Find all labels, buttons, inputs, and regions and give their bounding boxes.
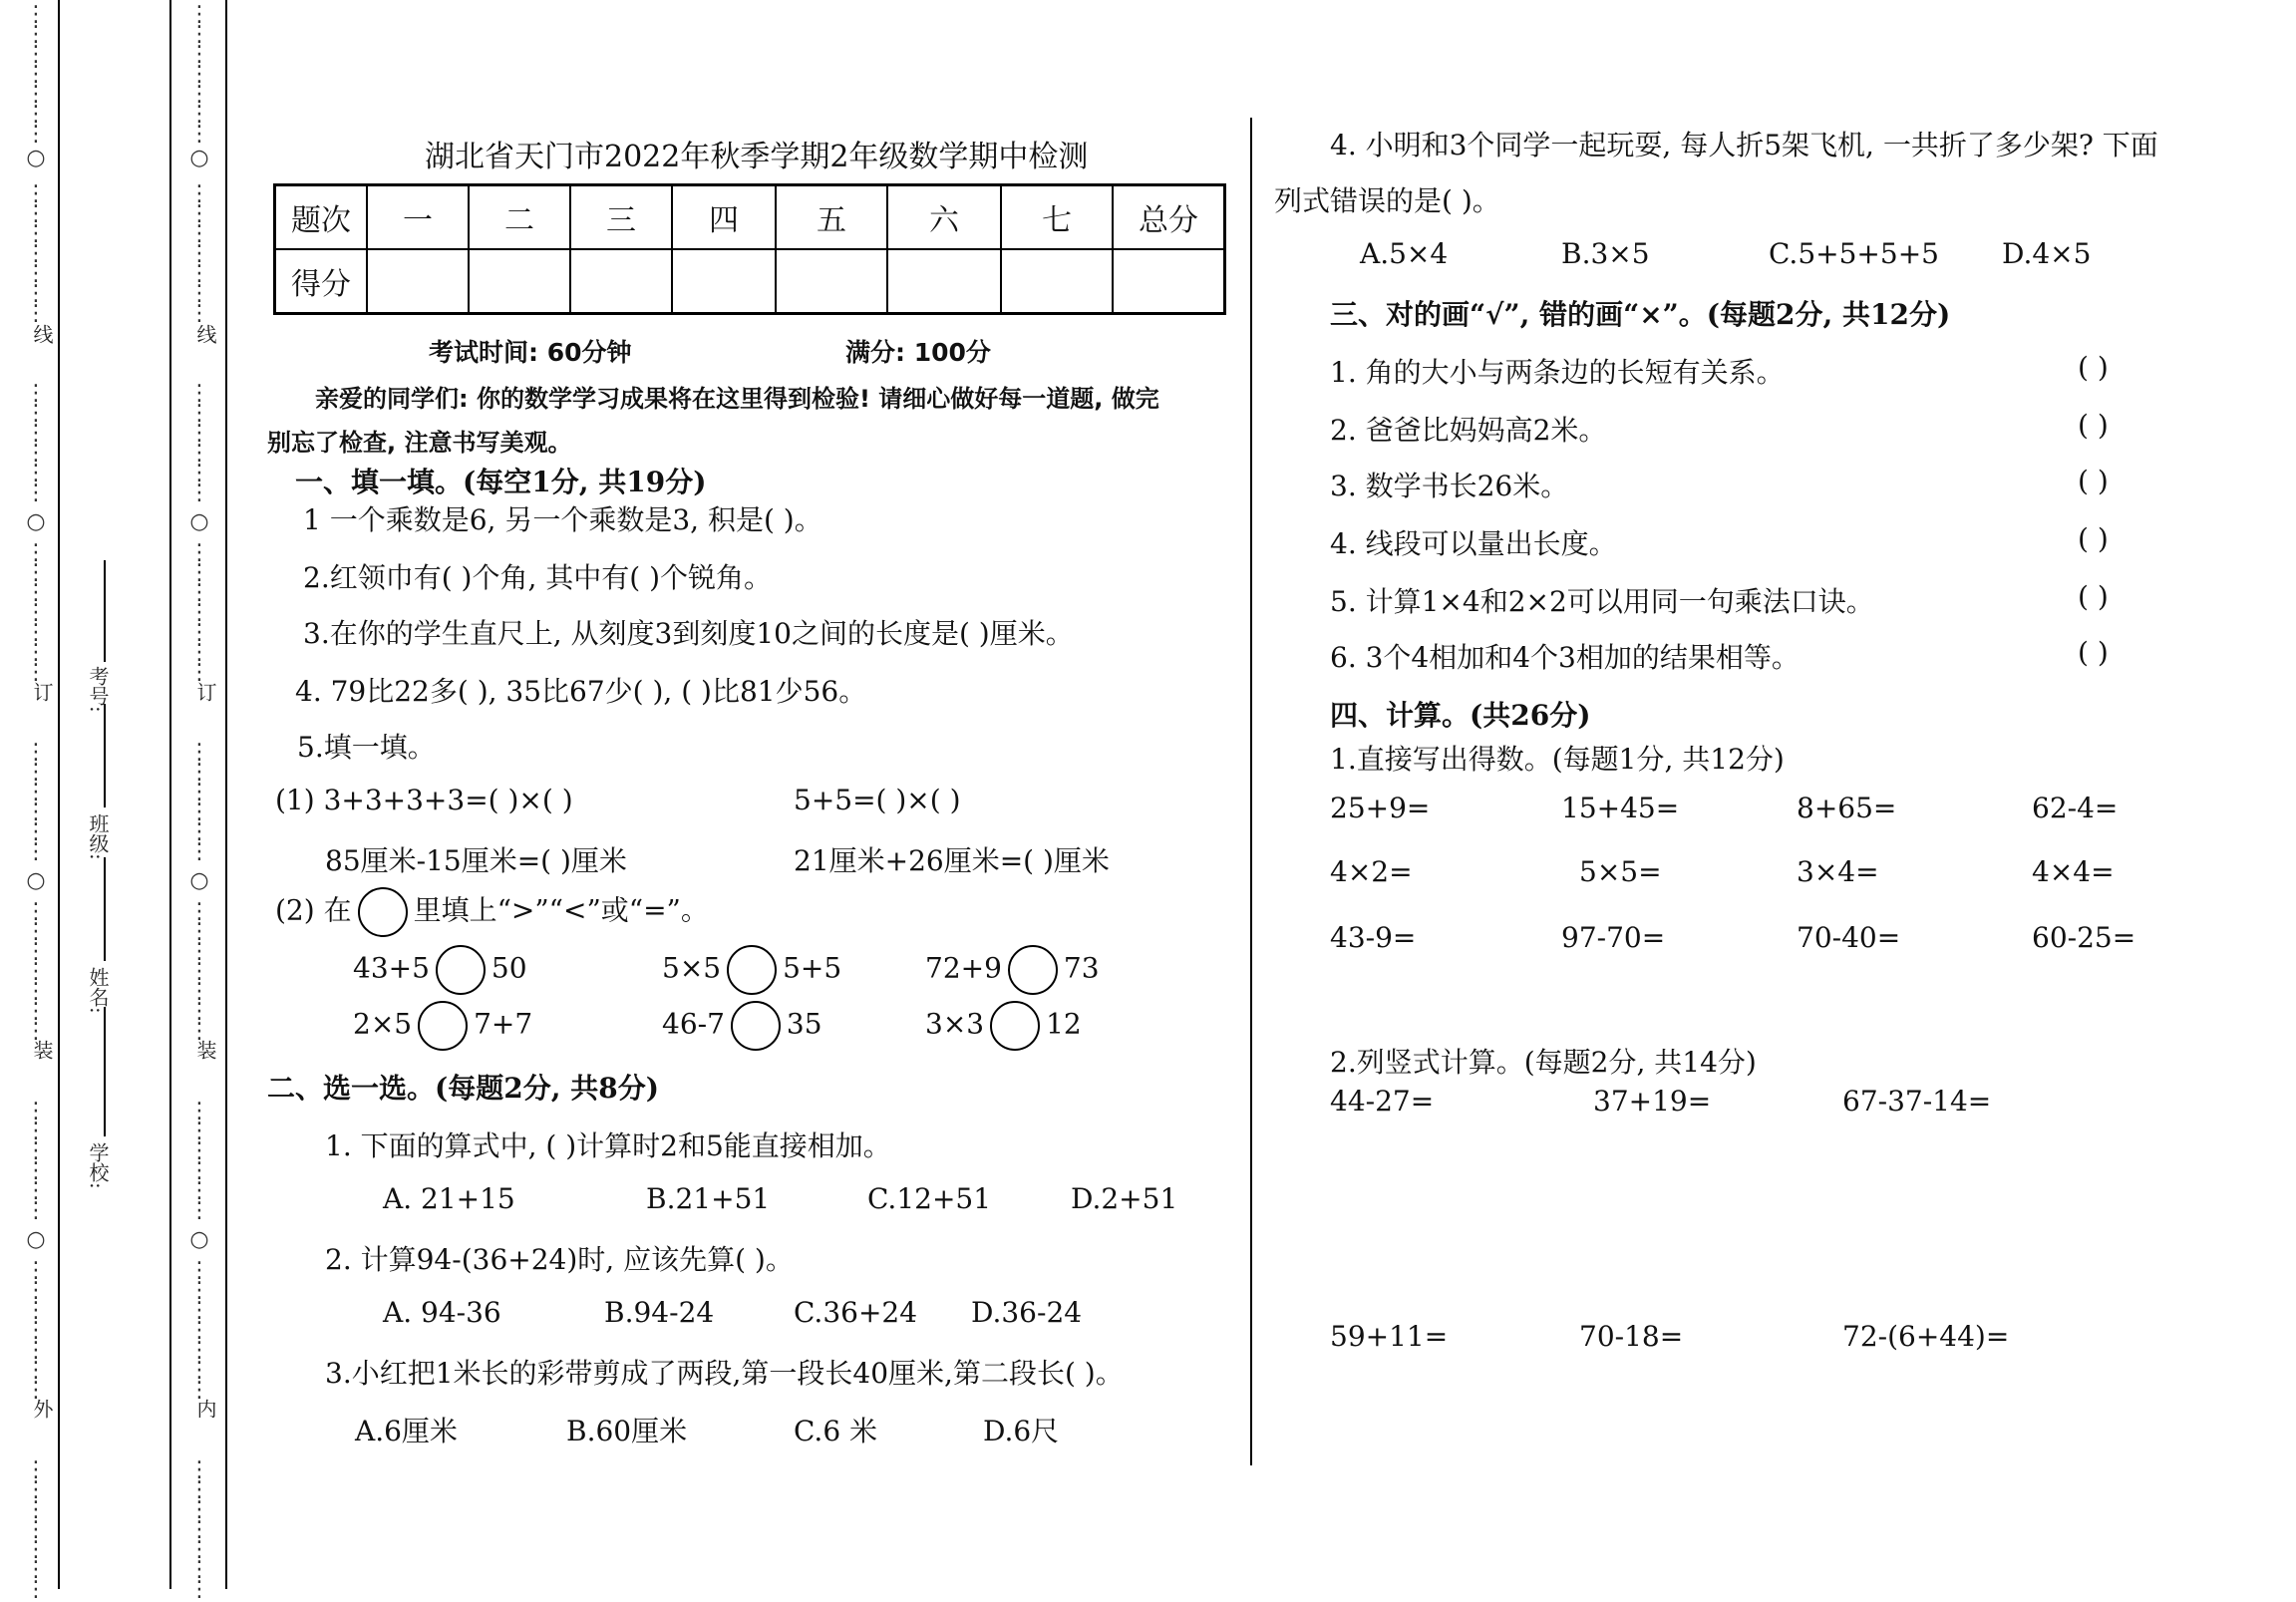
field-exam-number: 考号: xyxy=(86,666,110,713)
direct-calc: 43-9= xyxy=(1330,921,1417,954)
dot-mark: ⋮ xyxy=(25,660,47,685)
compare-left: 46-7 xyxy=(662,1007,725,1041)
inner-label-ding: 订 xyxy=(193,682,217,702)
dot-mark: ⋮ xyxy=(188,1338,210,1363)
score-table xyxy=(273,183,1226,315)
dot-mark: ⋮ xyxy=(25,42,47,67)
dot-mark: ⋮ xyxy=(25,62,47,87)
compare-left: 3×3 xyxy=(925,1007,985,1041)
dot-mark: ⋮ xyxy=(188,122,210,147)
s2-q3-option[interactable]: C.6 米 xyxy=(794,1415,878,1447)
s2-q4-line1: 4. 小明和3个同学一起玩耍, 每人折5架飞机, 一共折了多少架? 下面 xyxy=(1330,129,2158,161)
dot-mark: ⋮ xyxy=(25,122,47,147)
dot-mark: ⋮ xyxy=(188,481,210,505)
s2-q2-option[interactable]: C.36+24 xyxy=(794,1296,918,1329)
dot-mark: ⋮ xyxy=(25,1358,47,1383)
s2-q1-option[interactable]: D.2+51 xyxy=(1071,1182,1178,1215)
dot-mark: ⋮ xyxy=(25,102,47,127)
s3-answer-bracket[interactable]: ( ) xyxy=(2078,409,2109,442)
dot-mark: ⋮ xyxy=(25,381,47,406)
dot-mark: ⋮ xyxy=(25,1477,47,1502)
s2-q4-line2: 列式错误的是( )。 xyxy=(1274,184,1500,217)
s2-q2-option[interactable]: D.36-24 xyxy=(971,1296,1083,1329)
score-header-cell: 总分 xyxy=(1113,185,1225,250)
s3-item: 6. 3个4相加和4个3相加的结果相等。 xyxy=(1330,641,1800,674)
dot-mark: ⋮ xyxy=(188,1318,210,1343)
s1-q5-1d: 21厘米+26厘米=( )厘米 xyxy=(794,844,1110,877)
compare-circle[interactable] xyxy=(731,1001,781,1051)
s2-q4-option[interactable]: A.5×4 xyxy=(1360,237,1449,270)
dot-mark: ⋮ xyxy=(188,1358,210,1383)
dot-mark: ⋮ xyxy=(25,461,47,485)
s3-item: 3. 数学书长26米。 xyxy=(1330,470,1569,502)
compare-left: 5×5 xyxy=(662,951,722,985)
dot-mark: ⋮ xyxy=(25,959,47,984)
vertical-calc: 59+11= xyxy=(1330,1320,1449,1353)
compare-left: 72+9 xyxy=(925,951,1002,985)
dot-mark: ⋮ xyxy=(188,740,210,765)
compare-right: 12 xyxy=(1046,1007,1082,1041)
dot-mark: ⋮ xyxy=(25,221,47,246)
dot-mark: ⋮ xyxy=(188,800,210,824)
dot-mark: ⋮ xyxy=(25,819,47,844)
score-input-cell[interactable] xyxy=(570,249,672,314)
score-input-cell[interactable] xyxy=(367,249,469,314)
margin-line-inner xyxy=(169,0,171,1589)
dot-mark: ⋮ xyxy=(25,82,47,107)
section4-heading: 四、计算。(共26分) xyxy=(1330,699,1591,732)
circle-mark: ○ xyxy=(189,1227,209,1252)
s2-q2-option[interactable]: A. 94-36 xyxy=(383,1296,501,1329)
dot-mark: ⋮ xyxy=(188,421,210,446)
dot-mark: ⋮ xyxy=(188,1477,210,1502)
field-class-line[interactable] xyxy=(104,704,106,807)
circle-mark: ○ xyxy=(189,509,209,534)
direct-calc: 15+45= xyxy=(1561,792,1680,824)
score-input-cell[interactable] xyxy=(1113,249,1225,314)
dot-mark: ⋮ xyxy=(188,600,210,625)
dot-mark: ⋮ xyxy=(25,540,47,565)
compare-item xyxy=(925,1001,1082,1051)
intro-line-2: 别忘了检查, 注意书写美观。 xyxy=(267,429,572,457)
circle-mark: ○ xyxy=(189,868,209,893)
dot-mark: ⋮ xyxy=(25,999,47,1024)
dot-mark: ⋮ xyxy=(188,760,210,785)
compare-circle[interactable] xyxy=(418,1001,468,1051)
compare-item xyxy=(353,945,527,995)
dot-mark: ⋮ xyxy=(188,959,210,984)
compare-item xyxy=(925,945,1100,995)
score-input-cell[interactable] xyxy=(1001,249,1113,314)
dot-mark: ⋮ xyxy=(188,1298,210,1323)
compare-right: 73 xyxy=(1063,951,1100,985)
dot-mark: ⋮ xyxy=(188,899,210,924)
direct-calc: 62-4= xyxy=(2032,792,2119,824)
page-title: 湖北省天门市2022年秋季学期2年级数学期中检测 xyxy=(425,140,1089,174)
dot-mark: ⋮ xyxy=(188,999,210,1024)
dot-mark: ⋮ xyxy=(25,620,47,645)
dot-mark: ⋮ xyxy=(25,1019,47,1044)
s1-q5-2-suffix: 里填上“>”“<”或“=”。 xyxy=(413,893,709,927)
s2-q2-option[interactable]: B.94-24 xyxy=(604,1296,715,1329)
compare-circle[interactable] xyxy=(436,945,486,995)
dot-mark: ⋮ xyxy=(188,919,210,944)
compare-right: 50 xyxy=(491,951,527,985)
dot-mark: ⋮ xyxy=(25,899,47,924)
dot-mark: ⋮ xyxy=(188,1138,210,1163)
circle-mark: ○ xyxy=(26,146,46,170)
dot-mark: ⋮ xyxy=(25,1338,47,1363)
compare-left: 43+5 xyxy=(353,951,430,985)
compare-item xyxy=(662,945,841,995)
inner-label-xian: 线 xyxy=(193,324,217,344)
dot-mark: ⋮ xyxy=(25,22,47,47)
dot-mark: ⋮ xyxy=(25,760,47,785)
dot-mark: ⋮ xyxy=(25,261,47,286)
dot-mark: ⋮ xyxy=(25,2,47,27)
dot-mark: ⋮ xyxy=(188,839,210,864)
outer-label-ding: 订 xyxy=(30,682,54,702)
dot-mark: ⋮ xyxy=(25,441,47,466)
s4-sub1: 1.直接写出得数。(每题1分, 共12分) xyxy=(1330,743,1785,776)
score-input-cell[interactable] xyxy=(672,249,776,314)
s2-q1-option[interactable]: C.12+51 xyxy=(867,1182,992,1215)
dot-mark: ⋮ xyxy=(25,1278,47,1303)
dotted-cut-line-outer xyxy=(22,0,50,1602)
s2-q3-option[interactable]: A.6厘米 xyxy=(355,1415,458,1447)
exam-time: 考试时间: 60分钟 xyxy=(429,338,632,367)
dot-mark: ⋮ xyxy=(25,839,47,864)
direct-calc: 5×5= xyxy=(1579,855,1662,888)
s3-answer-bracket[interactable]: ( ) xyxy=(2078,636,2109,669)
field-school-line[interactable] xyxy=(104,1007,106,1136)
s3-answer-bracket[interactable]: ( ) xyxy=(2078,465,2109,497)
margin-line-outer xyxy=(58,0,60,1589)
circle-mark: ○ xyxy=(189,146,209,170)
s1-q5-1c: 85厘米-15厘米=( )厘米 xyxy=(325,844,627,877)
dot-mark: ⋮ xyxy=(25,560,47,585)
dot-mark: ⋮ xyxy=(188,819,210,844)
vertical-calc: 37+19= xyxy=(1593,1085,1712,1118)
compare-circle[interactable] xyxy=(1008,945,1058,995)
full-score: 满分: 100分 xyxy=(845,338,991,367)
s4-sub2: 2.列竖式计算。(每题2分, 共14分) xyxy=(1330,1046,1757,1079)
s2-q1-option[interactable]: B.21+51 xyxy=(646,1182,771,1215)
dot-mark: ⋮ xyxy=(25,1577,47,1602)
s1-q5-2 xyxy=(275,887,709,937)
score-header-cell: 二 xyxy=(469,185,570,250)
s1-q5-1b: 5+5=( )×( ) xyxy=(794,784,961,816)
dot-mark: ⋮ xyxy=(188,42,210,67)
field-name-line[interactable] xyxy=(104,857,106,961)
dot-mark: ⋮ xyxy=(188,780,210,804)
score-header-cell: 三 xyxy=(570,185,672,250)
dot-mark: ⋮ xyxy=(25,740,47,765)
dot-mark: ⋮ xyxy=(25,919,47,944)
compare-right: 35 xyxy=(786,1007,822,1041)
dot-mark: ⋮ xyxy=(188,1278,210,1303)
s2-q4-option[interactable]: C.5+5+5+5 xyxy=(1769,237,1939,270)
dot-mark: ⋮ xyxy=(188,979,210,1004)
outer-label-xian: 线 xyxy=(30,324,54,344)
dot-mark: ⋮ xyxy=(25,401,47,426)
dot-mark: ⋮ xyxy=(25,281,47,306)
dot-mark: ⋮ xyxy=(25,979,47,1004)
vertical-calc: 44-27= xyxy=(1330,1085,1435,1118)
dot-mark: ⋮ xyxy=(188,401,210,426)
dot-mark: ⋮ xyxy=(188,381,210,406)
dot-mark: ⋮ xyxy=(188,1099,210,1123)
score-header-cell: 四 xyxy=(672,185,776,250)
dotted-cut-line-inner xyxy=(185,0,213,1602)
dot-mark: ⋮ xyxy=(188,461,210,485)
dot-mark: ⋮ xyxy=(188,201,210,226)
compare-item xyxy=(662,1001,822,1051)
dot-mark: ⋮ xyxy=(188,620,210,645)
s3-item: 4. 线段可以量出长度。 xyxy=(1330,527,1617,560)
dot-mark: ⋮ xyxy=(25,181,47,206)
dot-mark: ⋮ xyxy=(25,1298,47,1323)
outer-label-wai: 外 xyxy=(30,1399,54,1419)
dot-mark: ⋮ xyxy=(25,640,47,665)
s3-item: 5. 计算1×4和2×2可以用同一句乘法口诀。 xyxy=(1330,585,1874,618)
inner-label-zhuang: 装 xyxy=(193,1040,217,1060)
inner-label-nei: 内 xyxy=(193,1399,217,1419)
dot-mark: ⋮ xyxy=(188,241,210,266)
dot-mark: ⋮ xyxy=(188,560,210,585)
dot-mark: ⋮ xyxy=(25,421,47,446)
direct-calc: 60-25= xyxy=(2032,921,2136,954)
dot-mark: ⋮ xyxy=(25,1457,47,1482)
s1-q3: 3.在你的学生直尺上, 从刻度3到刻度10之间的长度是( )厘米。 xyxy=(303,617,1074,650)
dot-mark: ⋮ xyxy=(25,1158,47,1183)
dot-mark: ⋮ xyxy=(188,82,210,107)
dot-mark: ⋮ xyxy=(188,2,210,27)
dot-mark: ⋮ xyxy=(188,1497,210,1522)
dot-mark: ⋮ xyxy=(25,1557,47,1582)
direct-calc: 8+65= xyxy=(1797,792,1897,824)
s2-q1-option[interactable]: A. 21+15 xyxy=(383,1182,515,1215)
vertical-calc: 67-37-14= xyxy=(1842,1085,1992,1118)
dot-mark: ⋮ xyxy=(188,181,210,206)
dot-mark: ⋮ xyxy=(188,1577,210,1602)
s3-item: 1. 角的大小与两条边的长短有关系。 xyxy=(1330,356,1785,389)
s2-q3: 3.小红把1米长的彩带剪成了两段,第一段长40厘米,第二段长( )。 xyxy=(325,1357,1124,1390)
circle-mark: ○ xyxy=(26,1227,46,1252)
s3-answer-bracket[interactable]: ( ) xyxy=(2078,580,2109,613)
dot-mark: ⋮ xyxy=(188,1537,210,1562)
dot-mark: ⋮ xyxy=(188,1557,210,1582)
direct-calc: 4×4= xyxy=(2032,855,2115,888)
dot-mark: ⋮ xyxy=(25,800,47,824)
s2-q3-option[interactable]: B.60厘米 xyxy=(566,1415,688,1447)
s1-q5-1a: (1) 3+3+3+3=( )×( ) xyxy=(275,784,573,816)
field-class: 班级: xyxy=(86,813,110,860)
direct-calc: 25+9= xyxy=(1330,792,1431,824)
dot-mark: ⋮ xyxy=(25,201,47,226)
dot-mark: ⋮ xyxy=(188,939,210,964)
vertical-calc: 72-(6+44)= xyxy=(1842,1320,2010,1353)
dot-mark: ⋮ xyxy=(188,640,210,665)
dot-mark: ⋮ xyxy=(25,1258,47,1283)
compare-circle-icon xyxy=(358,887,408,937)
dot-mark: ⋮ xyxy=(188,1158,210,1183)
s3-answer-bracket[interactable]: ( ) xyxy=(2078,351,2109,384)
dot-mark: ⋮ xyxy=(188,1019,210,1044)
dot-mark: ⋮ xyxy=(25,780,47,804)
dot-mark: ⋮ xyxy=(188,1517,210,1542)
dot-mark: ⋮ xyxy=(25,1119,47,1143)
score-row-label: 得分 xyxy=(275,249,368,314)
s1-q2: 2.红领巾有( )个角, 其中有( )个锐角。 xyxy=(303,561,773,594)
dot-mark: ⋮ xyxy=(188,441,210,466)
dot-mark: ⋮ xyxy=(188,540,210,565)
dot-mark: ⋮ xyxy=(25,600,47,625)
dot-mark: ⋮ xyxy=(25,1178,47,1203)
score-header-cell: 一 xyxy=(367,185,469,250)
field-exam-number-line[interactable] xyxy=(104,560,106,662)
dot-mark: ⋮ xyxy=(188,580,210,605)
section1-heading: 一、填一填。(每空1分, 共19分) xyxy=(295,466,707,498)
compare-right: 7+7 xyxy=(474,1007,533,1041)
dot-mark: ⋮ xyxy=(188,1119,210,1143)
dot-mark: ⋮ xyxy=(188,1178,210,1203)
intro-line-1: 亲爱的同学们: 你的数学学习成果将在这里得到检验! 请细心做好每一道题, 做完 xyxy=(315,385,1159,413)
field-school: 学校: xyxy=(86,1142,110,1189)
field-name: 姓名: xyxy=(86,967,110,1014)
dot-mark: ⋮ xyxy=(188,102,210,127)
dot-mark: ⋮ xyxy=(188,221,210,246)
vertical-calc: 70-18= xyxy=(1579,1320,1684,1353)
dot-mark: ⋮ xyxy=(188,261,210,286)
dot-mark: ⋮ xyxy=(188,301,210,326)
outer-label-zhuang: 装 xyxy=(30,1040,54,1060)
score-header-cell: 六 xyxy=(887,185,1001,250)
s2-q3-option[interactable]: D.6尺 xyxy=(983,1415,1060,1447)
circle-mark: ○ xyxy=(26,868,46,893)
dot-mark: ⋮ xyxy=(25,939,47,964)
direct-calc: 70-40= xyxy=(1797,921,1901,954)
s1-q5-2-prefix: (2) 在 xyxy=(275,893,352,927)
dot-mark: ⋮ xyxy=(188,281,210,306)
dot-mark: ⋮ xyxy=(25,1537,47,1562)
compare-circle[interactable] xyxy=(727,945,777,995)
margin-line-edge xyxy=(225,0,227,1589)
dot-mark: ⋮ xyxy=(188,1457,210,1482)
s1-q4: 4. 79比22多( ), 35比67少( ), ( )比81少56。 xyxy=(295,675,867,708)
dot-mark: ⋮ xyxy=(25,1517,47,1542)
dot-mark: ⋮ xyxy=(188,660,210,685)
s2-q4-option[interactable]: B.3×5 xyxy=(1561,237,1650,270)
dot-mark: ⋮ xyxy=(25,580,47,605)
section2-heading: 二、选一选。(每题2分, 共8分) xyxy=(267,1072,659,1105)
s3-item: 2. 爸爸比妈妈高2米。 xyxy=(1330,414,1607,447)
dot-mark: ⋮ xyxy=(188,1258,210,1283)
dot-mark: ⋮ xyxy=(25,481,47,505)
score-input-cell[interactable] xyxy=(887,249,1001,314)
dot-mark: ⋮ xyxy=(25,1099,47,1123)
dot-mark: ⋮ xyxy=(25,1497,47,1522)
dot-mark: ⋮ xyxy=(188,62,210,87)
direct-calc: 4×2= xyxy=(1330,855,1413,888)
dot-mark: ⋮ xyxy=(25,1138,47,1163)
direct-calc: 97-70= xyxy=(1561,921,1666,954)
s1-q5: 5.填一填。 xyxy=(297,731,436,764)
dot-mark: ⋮ xyxy=(188,22,210,47)
score-input-cell[interactable] xyxy=(776,249,887,314)
dot-mark: ⋮ xyxy=(188,1198,210,1223)
s1-q1: 1 一个乘数是6, 另一个乘数是3, 积是( )。 xyxy=(303,503,822,536)
score-header-cell: 五 xyxy=(776,185,887,250)
compare-right: 5+5 xyxy=(783,951,842,985)
score-input-cell[interactable] xyxy=(469,249,570,314)
s3-answer-bracket[interactable]: ( ) xyxy=(2078,522,2109,555)
compare-item xyxy=(353,1001,532,1051)
dot-mark: ⋮ xyxy=(188,1378,210,1403)
section3-heading: 三、对的画“√”, 错的画“×”。(每题2分, 共12分) xyxy=(1330,298,1951,331)
dot-mark: ⋮ xyxy=(25,1378,47,1403)
dot-mark: ⋮ xyxy=(25,241,47,266)
score-header-cell: 七 xyxy=(1001,185,1113,250)
compare-circle[interactable] xyxy=(990,1001,1040,1051)
compare-left: 2×5 xyxy=(353,1007,413,1041)
direct-calc: 3×4= xyxy=(1797,855,1879,888)
s2-q4-option[interactable]: D.4×5 xyxy=(2002,237,2092,270)
s2-q2: 2. 计算94-(36+24)时, 应该先算( )。 xyxy=(325,1243,794,1276)
score-header-cell: 题次 xyxy=(275,185,368,250)
dot-mark: ⋮ xyxy=(25,301,47,326)
dot-mark: ⋮ xyxy=(25,1198,47,1223)
dot-mark: ⋮ xyxy=(25,1318,47,1343)
s2-q1: 1. 下面的算式中, ( )计算时2和5能直接相加。 xyxy=(325,1129,891,1162)
column-divider xyxy=(1250,118,1252,1465)
circle-mark: ○ xyxy=(26,509,46,534)
